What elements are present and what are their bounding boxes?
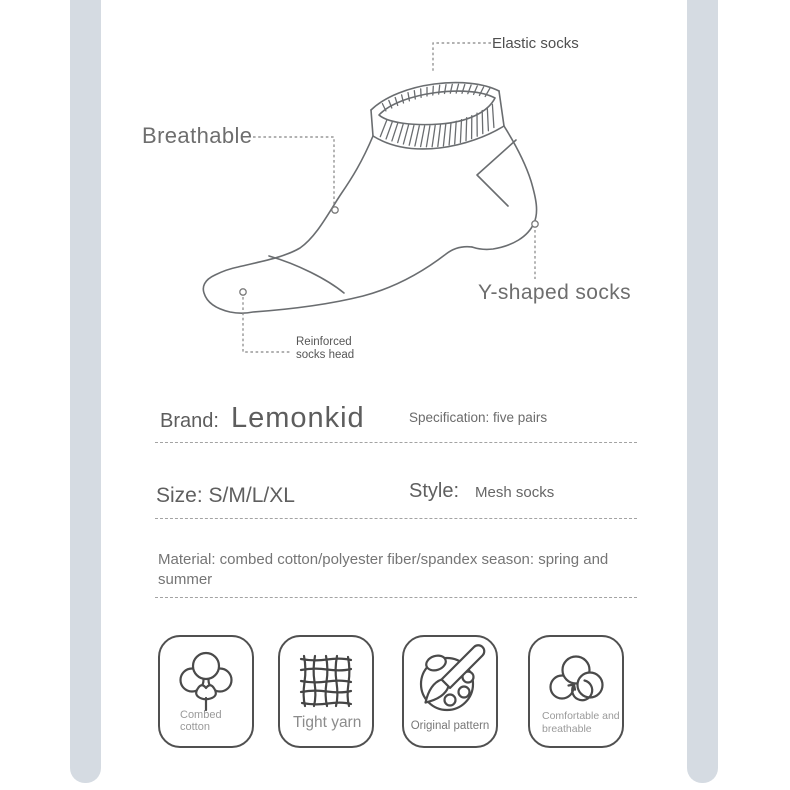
feature-card-original-pattern [402, 635, 498, 748]
breathable-marker [332, 207, 338, 213]
size-text: Size: S/M/L/XL [156, 484, 295, 507]
feature-card-tight-yarn [278, 635, 374, 748]
callout-leader-lines [243, 43, 535, 352]
brand-value: Lemonkid [230, 402, 365, 434]
reinforced-socks-head-label: Reinforced socks head [296, 336, 355, 362]
style-row [409, 480, 554, 503]
brand-label: Brand: [160, 410, 219, 432]
sock-outline [203, 136, 472, 313]
sock-toe-seam [269, 256, 344, 293]
divider [155, 518, 637, 519]
specification-text: Specification: five pairs [409, 410, 548, 425]
yarn-grid-icon [298, 653, 354, 709]
sock-y-stitch [477, 140, 516, 206]
feature-label: Original pattern [410, 720, 490, 732]
cotton-icon [177, 649, 235, 713]
palette-icon [412, 643, 488, 717]
style-value: Mesh socks [475, 484, 555, 501]
y-shaped-marker [532, 221, 538, 227]
feature-label: Combed cotton [180, 708, 222, 734]
feature-card-comfortable-breathable [528, 635, 624, 748]
sock-heel-outline [472, 126, 537, 249]
cloud-refresh-icon [545, 653, 607, 709]
feature-card-combed-cotton [158, 635, 254, 748]
y-shaped-socks-label: Y-shaped socks [478, 281, 632, 304]
divider [155, 597, 637, 598]
feature-label: Tight yarn [293, 714, 362, 731]
breathable-label: Breathable [142, 123, 253, 148]
material-text: Material: combed cotton/polyester fiber/spandex season: spring and summer [158, 551, 609, 588]
style-label: Style: [409, 480, 460, 502]
brand-row [160, 402, 365, 435]
reinforced-marker [240, 289, 246, 295]
breathable-leader-line [253, 137, 334, 204]
feature-label: Comfortable and breathable [542, 709, 620, 735]
divider [155, 442, 637, 443]
elastic-leader-line [433, 43, 491, 72]
reinforced-leader-line [243, 297, 291, 352]
elastic-socks-label: Elastic socks [492, 35, 579, 52]
